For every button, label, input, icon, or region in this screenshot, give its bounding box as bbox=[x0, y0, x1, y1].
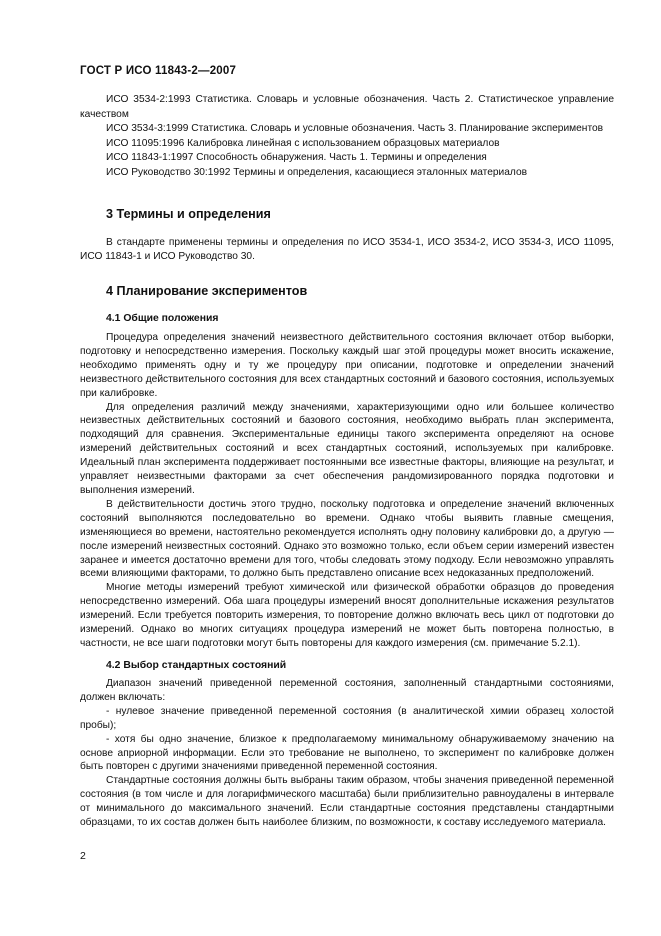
list-item: - нулевое значение приведенной переменной состояния (в аналитической химии образец холостой пробы); bbox=[80, 705, 614, 731]
subsection-4-2-heading: 4.2 Выбор стандартных состояний bbox=[106, 660, 287, 671]
section-3-body bbox=[80, 236, 614, 264]
page-number: 2 bbox=[80, 850, 86, 862]
paragraph: Для определения различий между значениями, характеризующими одно или большее количество неизвестных действительных состояний и базового состояния, необходимо выбрать план эксперимента, подходящий для сравнения. Экспериментальные единицы такого эксперимента определяют на основе измерений действительных состояний и всех стандартных состояний, используемых при калибровке. Идеальный план эксперимента поддерживает постоянными все известные факторы, влияющие на результат, и управляет неизвестными факторами за счет обеспечения рандомизированного порядка подготовки и выполнения измерений. bbox=[80, 401, 614, 496]
subsection-4-1-heading: 4.1 Общие положения bbox=[106, 313, 219, 324]
list-item: - хотя бы одно значение, близкое к предполагаемому минимальному обнаруживаемому значению на основе априорной информации. Если это требование не выполнено, то эксперимент по калибровке должен быть повторен с другими значениями приведенной переменной состояния. bbox=[80, 733, 614, 773]
reference-item: ИСО 11843-1:1997 Способность обнаружения. Часть 1. Термины и определения bbox=[106, 152, 487, 164]
paragraph: Стандартные состояния должны быть выбраны таким образом, чтобы значения приведенной переменной состояния (в том числе и для логарифмического масштаба) были приблизительно равноудалены в интервале от минимального до максимального значений. Если стандартные состояния представлены стандартными образцами, то их состав должен быть наиболее близким, по возможности, к составу исследуемого материала. bbox=[80, 775, 614, 829]
subsection-4-1-body bbox=[80, 331, 614, 651]
reference-item: ИСО 3534-3:1999 Статистика. Словарь и условные обозначения. Часть 3. Планирование экспериментов bbox=[106, 123, 604, 135]
paragraph: Диапазон значений приведенной переменной состояния, заполненный стандартными состояниями, должен включать: bbox=[80, 678, 614, 703]
paragraph: В действительности достичь этого трудно, поскольку подготовка и определение значений включенных состояний выполняются последовательно во времени. Однако чтобы выявить главные смещения, изменяющиеся во времени, настоятельно рекомендуется исполнять одну половину калибровки до, а другую — после измерений неизвестных состояний. Однако это возможно только, если объем серии измерений известен заранее и имеется достаточно времени для того, чтобы следовать этому подходу. Если невозможно управлять всеми влияющими факторами, то должно быть представлено описание всех недоказанных предположений. bbox=[80, 498, 614, 580]
reference-item: ИСО 3534-2:1993 Статистика. Словарь и условные обозначения. Часть 2. Статистическое управление качеством bbox=[80, 94, 614, 120]
reference-item: ИСО Руководство 30:1992 Термины и определения, касающиеся эталонных материалов bbox=[106, 166, 528, 178]
section-3-heading: 3 Термины и определения bbox=[106, 207, 271, 221]
subsection-4-2-body bbox=[80, 677, 614, 830]
reference-item: ИСО 11095:1996 Калибровка линейная с использованием образцовых материалов bbox=[106, 137, 500, 149]
document-header: ГОСТ Р ИСО 11843-2—2007 bbox=[80, 65, 237, 77]
paragraph: В стандарте применены термины и определения по ИСО 3534-1, ИСО 3534-2, ИСО 3534-3, ИСО 11095, ИСО 11843-1 и ИСО Руководство 30. bbox=[80, 237, 614, 262]
paragraph: Многие методы измерений требуют химической или физической обработки образцов до проведения непосредственно измерений. Оба шага процедуры измерений вносят дополнительные искажения результатов измерений. Если требуется повторить измерения, то повторение должно включать весь цикл от подготовки до измерений. Однако во многих ситуациях процедура измерений не может быть повторена полностью, в частности, не все шаги подготовки могут быть повторены для каждого измерения (см. примечание 5.2.1). bbox=[80, 582, 614, 649]
reference-list bbox=[80, 93, 614, 181]
paragraph: Процедура определения значений неизвестного действительного состояния включает отбор выборки, подготовку и непосредственно измерения. Поскольку каждый шаг этой процедуры может вносить искажение, необходимо применять одну и ту же процедуру при описании, подготовке и определении значений неизвестного действительного состояния для всех стандартных состояний и базового состояния, используемых при калибровке. bbox=[80, 332, 614, 399]
section-4-heading: 4 Планирование экспериментов bbox=[106, 284, 308, 298]
